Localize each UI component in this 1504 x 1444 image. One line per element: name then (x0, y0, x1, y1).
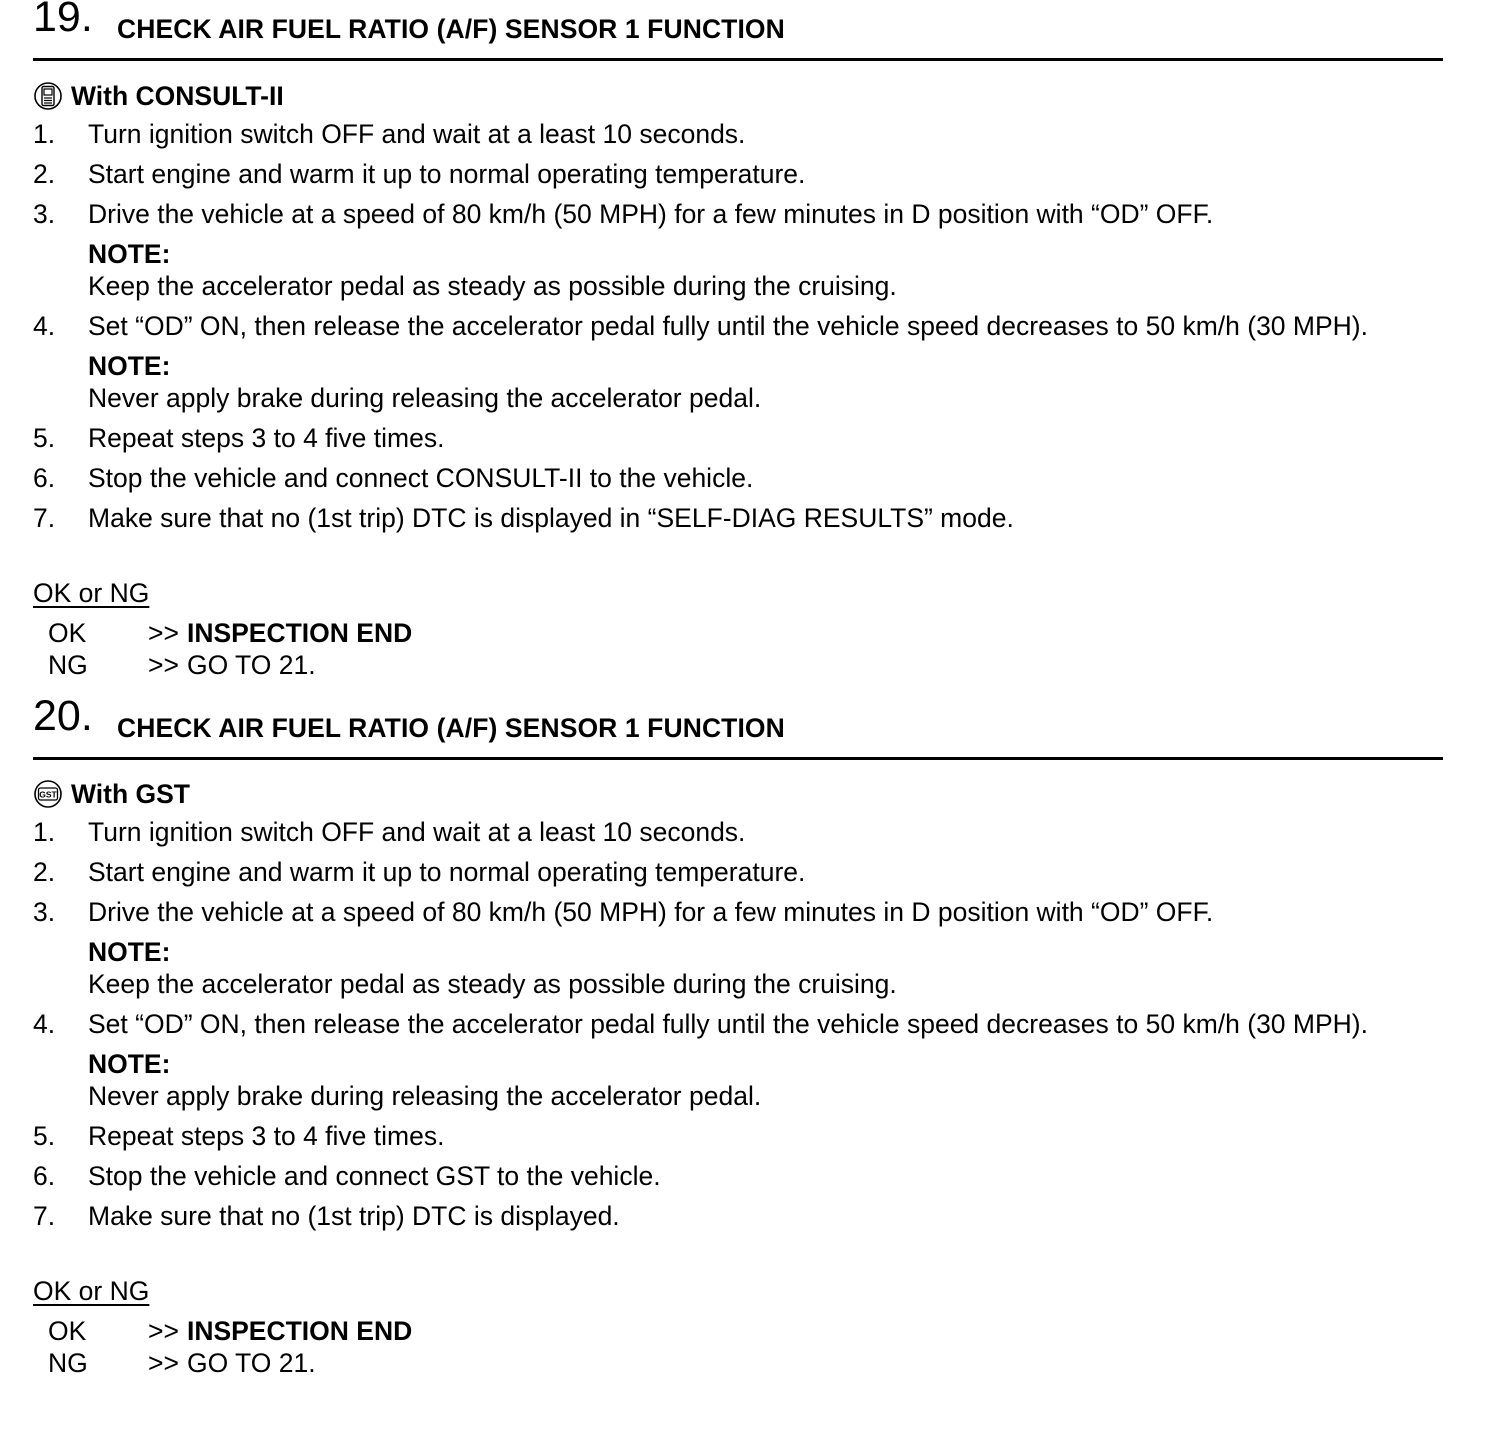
tool-label: With GST (71, 779, 190, 809)
result-ok (48, 617, 412, 649)
result-action: INSPECTION END (186, 1316, 413, 1346)
step-text: Drive the vehicle at a speed of 80 km/h (50 MPH) for a few minutes in D position with “OD” OFF. (88, 199, 1214, 229)
result-ng (48, 1347, 316, 1379)
result-action: INSPECTION END (186, 618, 413, 648)
step-number: 2. (33, 159, 56, 189)
step-number: 3. (33, 897, 56, 927)
note-block (88, 238, 1443, 302)
step-text: Start engine and warm it up to normal operating temperature. (88, 159, 806, 189)
result-arrow: >> (148, 1316, 179, 1346)
svg-text:GST: GST (39, 789, 57, 800)
step-number: 6. (33, 463, 56, 493)
note-text: Never apply brake during releasing the accelerator pedal. (88, 1081, 762, 1111)
step-text: Make sure that no (1st trip) DTC is displayed in “SELF-DIAG RESULTS” mode. (88, 503, 1014, 533)
list-item (33, 1008, 1443, 1112)
step-text: Stop the vehicle and connect CONSULT-II to the vehicle. (88, 463, 754, 493)
result-arrow: >> (148, 618, 179, 648)
section-19 (33, 0, 1443, 690)
step-number: 1. (33, 817, 56, 847)
note-block (88, 350, 1443, 414)
step-list (33, 816, 1443, 1240)
step-number: 4. (33, 311, 56, 341)
section-20 (33, 692, 1443, 1399)
step-text: Set “OD” ON, then release the accelerator pedal fully until the vehicle speed decreases to 50 km/h (30 MPH). (88, 311, 1368, 341)
consult-icon (33, 81, 63, 111)
step-text: Turn ignition switch OFF and wait at a least 10 seconds. (88, 817, 746, 847)
note-text: Never apply brake during releasing the accelerator pedal. (88, 383, 762, 413)
gst-icon (33, 779, 63, 809)
list-item (33, 198, 1443, 302)
ok-or-ng-label: OK or NG (33, 1276, 150, 1306)
section-header (33, 0, 1443, 61)
list-item (33, 1160, 1443, 1192)
section-title: CHECK AIR FUEL RATIO (A/F) SENSOR 1 FUNCTION (117, 713, 785, 743)
result-code: OK (48, 618, 87, 648)
step-text: Make sure that no (1st trip) DTC is displayed. (88, 1201, 620, 1231)
step-number: 1. (33, 119, 56, 149)
step-text: Turn ignition switch OFF and wait at a least 10 seconds. (88, 119, 746, 149)
list-item (33, 118, 1443, 150)
list-item (33, 1120, 1443, 1152)
step-text: Repeat steps 3 to 4 five times. (88, 423, 445, 453)
result-arrow: >> (148, 650, 179, 680)
step-number: 7. (33, 503, 56, 533)
list-item (33, 158, 1443, 190)
note-label: NOTE: (88, 937, 171, 967)
result-action: GO TO 21. (186, 1348, 316, 1378)
list-item (33, 422, 1443, 454)
section-header (33, 692, 1443, 760)
note-block (88, 936, 1443, 1000)
section-number: 20. (33, 692, 93, 740)
step-text: Drive the vehicle at a speed of 80 km/h (50 MPH) for a few minutes in D position with “OD” OFF. (88, 897, 1214, 927)
section-number: 19. (33, 0, 93, 41)
step-text: Start engine and warm it up to normal operating temperature. (88, 857, 806, 887)
step-number: 3. (33, 199, 56, 229)
step-number: 7. (33, 1201, 56, 1231)
result-action: GO TO 21. (186, 650, 316, 680)
tool-label: With CONSULT-II (71, 81, 284, 111)
step-text: Set “OD” ON, then release the accelerator pedal fully until the vehicle speed decreases to 50 km/h (30 MPH). (88, 1009, 1368, 1039)
note-label: NOTE: (88, 1049, 171, 1079)
list-item (33, 502, 1443, 534)
step-text: Stop the vehicle and connect GST to the vehicle. (88, 1161, 661, 1191)
note-text: Keep the accelerator pedal as steady as possible during the cruising. (88, 271, 897, 301)
step-number: 6. (33, 1161, 56, 1191)
step-number: 5. (33, 423, 56, 453)
step-number: 5. (33, 1121, 56, 1151)
note-text: Keep the accelerator pedal as steady as possible during the cruising. (88, 969, 897, 999)
result-ng (48, 649, 316, 681)
step-text: Repeat steps 3 to 4 five times. (88, 1121, 445, 1151)
result-code: NG (48, 1348, 88, 1378)
list-item (33, 896, 1443, 1000)
result-code: NG (48, 650, 88, 680)
section-title: CHECK AIR FUEL RATIO (A/F) SENSOR 1 FUNCTION (117, 14, 785, 44)
tool-row (33, 79, 284, 113)
result-arrow: >> (148, 1348, 179, 1378)
note-label: NOTE: (88, 351, 171, 381)
ok-or-ng-label: OK or NG (33, 578, 150, 608)
step-list (33, 118, 1443, 542)
tool-row (33, 777, 190, 811)
list-item (33, 816, 1443, 848)
step-number: 2. (33, 857, 56, 887)
list-item (33, 856, 1443, 888)
note-block (88, 1048, 1443, 1112)
step-number: 4. (33, 1009, 56, 1039)
result-ok (48, 1315, 412, 1347)
list-item (33, 310, 1443, 414)
list-item (33, 462, 1443, 494)
result-code: OK (48, 1316, 87, 1346)
list-item (33, 1200, 1443, 1232)
note-label: NOTE: (88, 239, 171, 269)
